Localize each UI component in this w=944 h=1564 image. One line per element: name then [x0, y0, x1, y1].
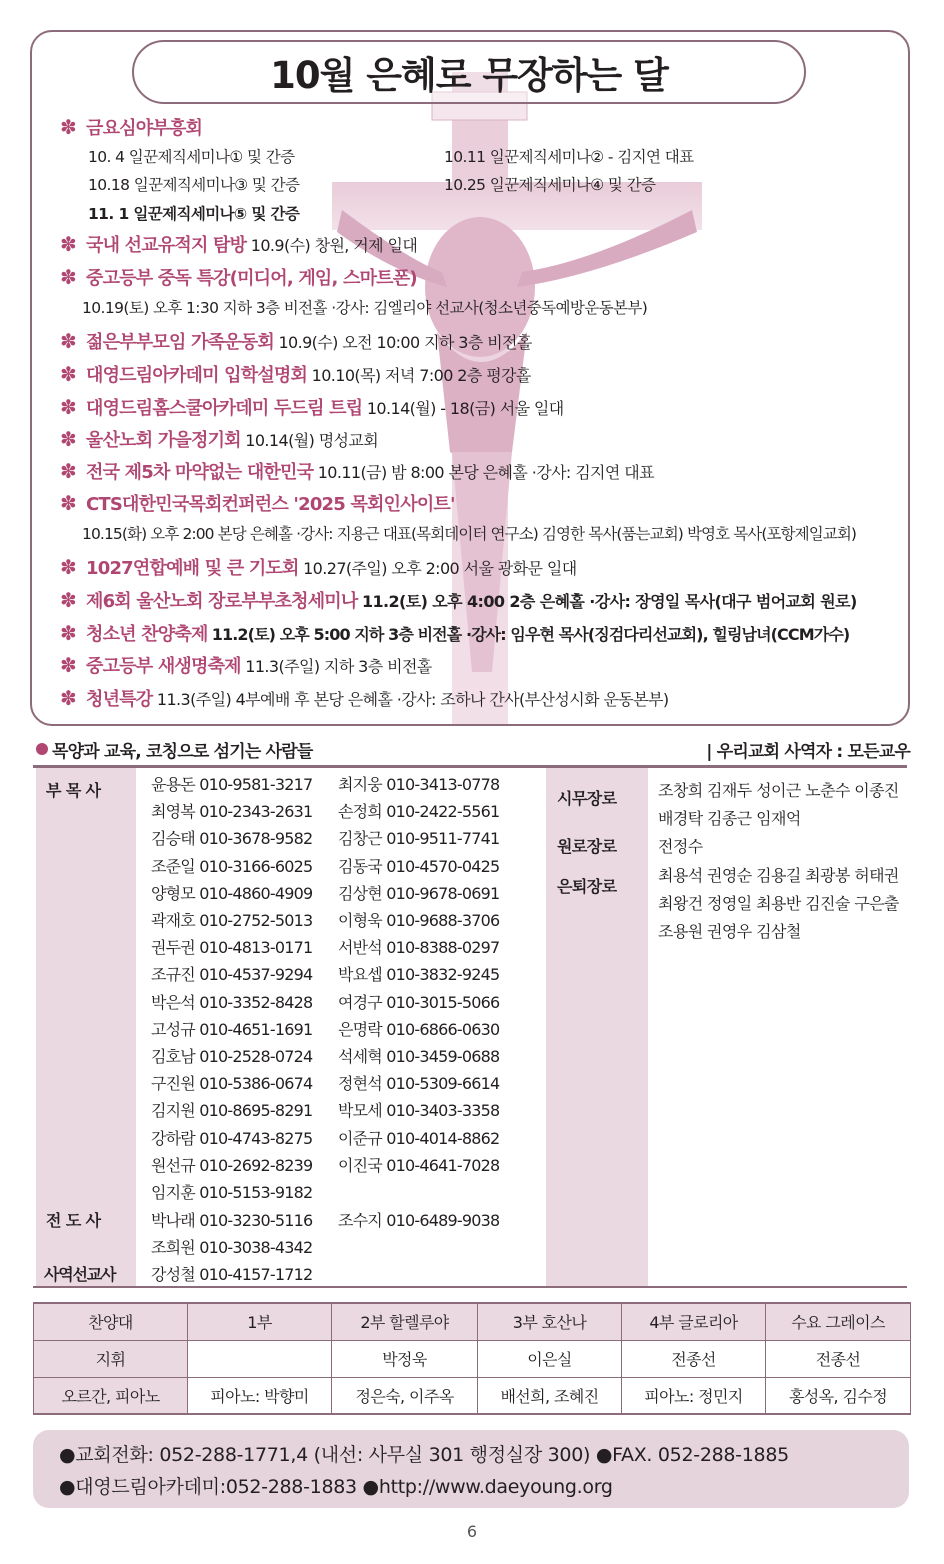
event-item [60, 587, 857, 613]
role-evangelist: 전 도 사 [46, 1211, 101, 1230]
event-heading: 대영드림홈스쿨아카데미 두드림 트립 [86, 398, 363, 419]
staff-entry: 조준일 010-3166-6025 [151, 856, 313, 876]
staff-entry: 박모세 010-3403-3358 [338, 1101, 500, 1121]
staff-entry: 박요셉 010-3832-9245 [338, 965, 500, 985]
flower-bullet-icon: ✽ [60, 459, 77, 483]
staff-entry: 은명락 010-6866-0630 [338, 1019, 500, 1039]
event-detail: 10.14(월) 명성교회 [245, 431, 379, 450]
flower-bullet-icon: ✽ [60, 395, 77, 419]
event-item [60, 231, 417, 257]
friday-session: 10.25 일꾼제직세미나④ 및 간증 [444, 176, 656, 194]
table-cell: 홍성옥, 김수정 [766, 1377, 911, 1414]
flower-bullet-icon: ✽ [60, 588, 77, 612]
table-cell: 전종선 [766, 1340, 911, 1377]
event-heading: 제6회 울산노회 장로부부초청세미나 [86, 591, 358, 612]
staff-entry: 김상현 010-9678-0691 [338, 883, 500, 903]
staff-entry: 김승태 010-3678-9582 [151, 829, 313, 849]
elder-names: 조창희 김재두 성이근 노춘수 이종진 [658, 781, 899, 800]
staff-entry: 여경구 010-3015-5066 [338, 992, 500, 1012]
divider [33, 1286, 907, 1288]
events-box [30, 30, 910, 726]
event-detail: 10.14(월) - 18(금) 서울 일대 [366, 399, 564, 418]
staff-entry: 이진국 010-4641-7028 [338, 1155, 500, 1175]
elder-names: 최왕건 정영일 최용반 김진술 구은출 [658, 894, 899, 913]
circle-bullet-icon [36, 743, 48, 755]
staff-right-heading: | 우리교회 사역자 : 모든교우 [706, 742, 910, 762]
staff-entry: 강하람 010-4743-8275 [151, 1128, 313, 1148]
flower-bullet-icon: ✽ [60, 362, 77, 386]
table-cell: 지휘 [34, 1340, 188, 1377]
elder-names: 조용원 권영우 김삼철 [658, 922, 801, 941]
event-heading: 울산노회 가을정기회 [86, 430, 241, 451]
table-cell: 전종선 [622, 1340, 766, 1377]
table-cell: 배선희, 조혜진 [478, 1377, 622, 1414]
staff-entry: 박은석 010-3352-8428 [151, 992, 313, 1012]
event-heading: 청소년 찬양축제 [86, 624, 208, 645]
table-cell: 1부 [188, 1303, 332, 1340]
role-retired-elder: 은퇴장로 [557, 877, 617, 896]
event-detail: 10.19(토) 오후 1:30 지하 3층 비전홀 ·강사: 김엘리야 선교사(청소년중독예방운동본부) [82, 299, 648, 317]
event-detail: 11.2(토) 오후 4:00 2층 은혜홀 ·강사: 장영일 목사(대구 범어교회 원로) [361, 592, 857, 611]
staff-entry: 윤용돈 010-9581-3217 [151, 775, 313, 794]
event-heading: 청년특강 [86, 689, 153, 710]
staff-entry: 김동국 010-4570-0425 [338, 856, 500, 876]
friday-session: 10. 4 일꾼제직세미나① 및 간증 [88, 148, 295, 166]
title-banner [132, 40, 806, 104]
event-heading: 대영드림아카데미 입학설명회 [86, 365, 308, 386]
staff-entry: 원선규 010-2692-8239 [151, 1155, 313, 1175]
staff-entry: 조희원 010-3038-4342 [151, 1238, 313, 1257]
role-missionary: 사역선교사 [44, 1265, 116, 1284]
contact-footer [33, 1430, 909, 1508]
table-row [34, 1303, 911, 1340]
event-item [60, 264, 417, 290]
staff-entry: 조수지 010-6489-9038 [338, 1211, 500, 1230]
flower-bullet-icon: ✽ [60, 653, 77, 677]
event-heading: 1027연합예배 및 큰 기도회 [86, 558, 299, 579]
table-cell: 수요 그레이스 [766, 1303, 911, 1340]
event-heading: 중고등부 새생명축제 [86, 656, 241, 677]
staff-entry: 최지웅 010-3413-0778 [338, 775, 500, 794]
contact-web-line: ●대영드림아카데미:052-288-1883 ●http://www.daeyoung.org [59, 1476, 613, 1498]
table-cell: 4부 글로리아 [622, 1303, 766, 1340]
divider [33, 765, 907, 768]
staff-entry: 정현석 010-5309-6614 [338, 1074, 500, 1094]
event-item [60, 685, 669, 711]
staff-entry: 김호남 010-2528-0724 [151, 1047, 313, 1066]
event-detail: 10.27(주일) 오후 2:00 서울 광화문 일대 [303, 559, 577, 578]
flower-bullet-icon: ✽ [60, 686, 77, 710]
event-item [60, 554, 577, 580]
role-associate-pastor: 부 목 사 [46, 781, 101, 800]
page-title: 10월 은혜로 무장하는 달 [270, 54, 668, 97]
staff-entry: 박나래 010-3230-5116 [151, 1211, 313, 1230]
table-cell: 찬양대 [34, 1303, 188, 1340]
event-item [60, 490, 455, 516]
staff-entry: 임지훈 010-5153-9182 [151, 1183, 313, 1202]
staff-heading: 목양과 교육, 코칭으로 섬기는 사람들 [52, 742, 313, 762]
table-cell [188, 1340, 332, 1377]
event-detail: 11.3(주일) 지하 3층 비전홀 [245, 657, 432, 676]
staff-entry: 김지원 010-8695-8291 [151, 1101, 313, 1121]
staff-entry: 이준규 010-4014-8862 [338, 1128, 500, 1148]
event-item [60, 458, 654, 484]
contact-phone-line: ●교회전화: 052-288-1771,4 (내선: 사무실 301 행정실장 300) ●FAX. 052-288-1885 [59, 1444, 789, 1466]
staff-entry: 이형욱 010-9688-3706 [338, 911, 500, 930]
friday-session: 11. 1 일꾼제직세미나⑤ 및 간증 [88, 205, 300, 223]
flower-bullet-icon: ✽ [60, 232, 77, 256]
choir-table [33, 1302, 911, 1415]
role-emeritus-elder: 원로장로 [557, 837, 617, 856]
table-cell: 2부 할렐루야 [332, 1303, 478, 1340]
friday-session: 10.11 일꾼제직세미나② - 김지연 대표 [444, 148, 694, 166]
role-active-elder: 시무장로 [557, 789, 617, 808]
event-heading: 전국 제5차 마약없는 대한민국 [86, 462, 314, 483]
staff-entry: 강성철 010-4157-1712 [151, 1265, 313, 1284]
flower-bullet-icon: ✽ [60, 621, 76, 645]
event-heading: 국내 선교유적지 탐방 [86, 235, 247, 256]
event-detail: 11.3(주일) 4부예배 후 본당 은혜홀 ·강사: 조하나 간사(부산성시화 운동본부) [156, 690, 669, 709]
page-number: 6 [466, 1522, 478, 1541]
flower-bullet-icon: ✽ [60, 491, 77, 515]
table-row [34, 1340, 911, 1377]
staff-entry: 서반석 010-8388-0297 [338, 938, 500, 958]
staff-entry: 고성규 010-4651-1691 [151, 1019, 313, 1039]
table-row [34, 1377, 911, 1414]
event-detail: 10.11(금) 밤 8:00 본당 은혜홀 ·강사: 김지연 대표 [317, 463, 654, 482]
staff-entry: 석세혁 010-3459-0688 [338, 1047, 500, 1066]
event-heading: CTS대한민국목회컨퍼런스 '2025 목회인사이트' [86, 494, 455, 515]
event-heading: 젊은부부모임 가족운동회 [86, 332, 274, 353]
event-heading: 금요심야부흥회 [86, 118, 203, 139]
event-item [60, 114, 202, 140]
event-item [60, 426, 378, 452]
staff-entry: 손정희 010-2422-5561 [338, 802, 500, 822]
elder-names: 전정수 [658, 837, 703, 856]
staff-entry: 양형모 010-4860-4909 [151, 883, 313, 903]
flower-bullet-icon: ✽ [60, 329, 77, 353]
event-item [60, 394, 564, 420]
staff-entry: 김창근 010-9511-7741 [338, 829, 500, 849]
event-detail: 10.9(수) 창원, 거제 일대 [250, 236, 418, 255]
event-item [60, 652, 432, 678]
flower-bullet-icon: ✽ [60, 555, 77, 579]
elder-names: 최용석 권영순 김용길 최광봉 허태권 [658, 866, 899, 885]
table-cell: 오르간, 피아노 [34, 1377, 188, 1414]
flower-bullet-icon: ✽ [60, 427, 77, 451]
table-cell: 3부 호산나 [478, 1303, 622, 1340]
event-heading: 중고등부 중독 특강(미디어, 게임, 스마트폰) [86, 268, 417, 289]
event-item [60, 620, 849, 646]
staff-entry: 구진원 010-5386-0674 [151, 1074, 313, 1094]
event-detail: 10.9(수) 오전 10:00 지하 3층 비전홀 [278, 333, 532, 352]
table-cell: 정은숙, 이주옥 [332, 1377, 478, 1414]
event-detail: 10.10(목) 저녁 7:00 2층 평강홀 [311, 366, 531, 385]
staff-entry: 최영복 010-2343-2631 [151, 802, 313, 822]
table-cell: 박정욱 [332, 1340, 478, 1377]
event-item [60, 328, 532, 354]
staff-entry: 권두권 010-4813-0171 [151, 938, 313, 958]
event-detail: 11.2(토) 오후 5:00 지하 3층 비전홀 ·강사: 임우현 목사(징검다리선교회), 힐링남녀(CCM가수) [211, 625, 850, 644]
friday-session: 10.18 일꾼제직세미나③ 및 간증 [88, 176, 300, 194]
staff-header [30, 736, 910, 764]
table-cell: 이은실 [478, 1340, 622, 1377]
elder-names: 배경탁 김종근 임재억 [658, 809, 801, 828]
event-detail: 10.15(화) 오후 2:00 본당 은혜홀 ·강사: 지용근 대표(목회데이터 연구소) 김영한 목사(품는교회) 박영호 목사(포항제일교회) [82, 525, 857, 543]
flower-bullet-icon: ✽ [60, 115, 77, 139]
staff-entry: 곽재호 010-2752-5013 [151, 911, 313, 930]
staff-entry: 조규진 010-4537-9294 [151, 965, 313, 985]
event-item [60, 361, 531, 387]
flower-bullet-icon: ✽ [60, 265, 77, 289]
table-cell: 피아노: 박향미 [188, 1377, 332, 1414]
table-cell: 피아노: 정민지 [622, 1377, 766, 1414]
